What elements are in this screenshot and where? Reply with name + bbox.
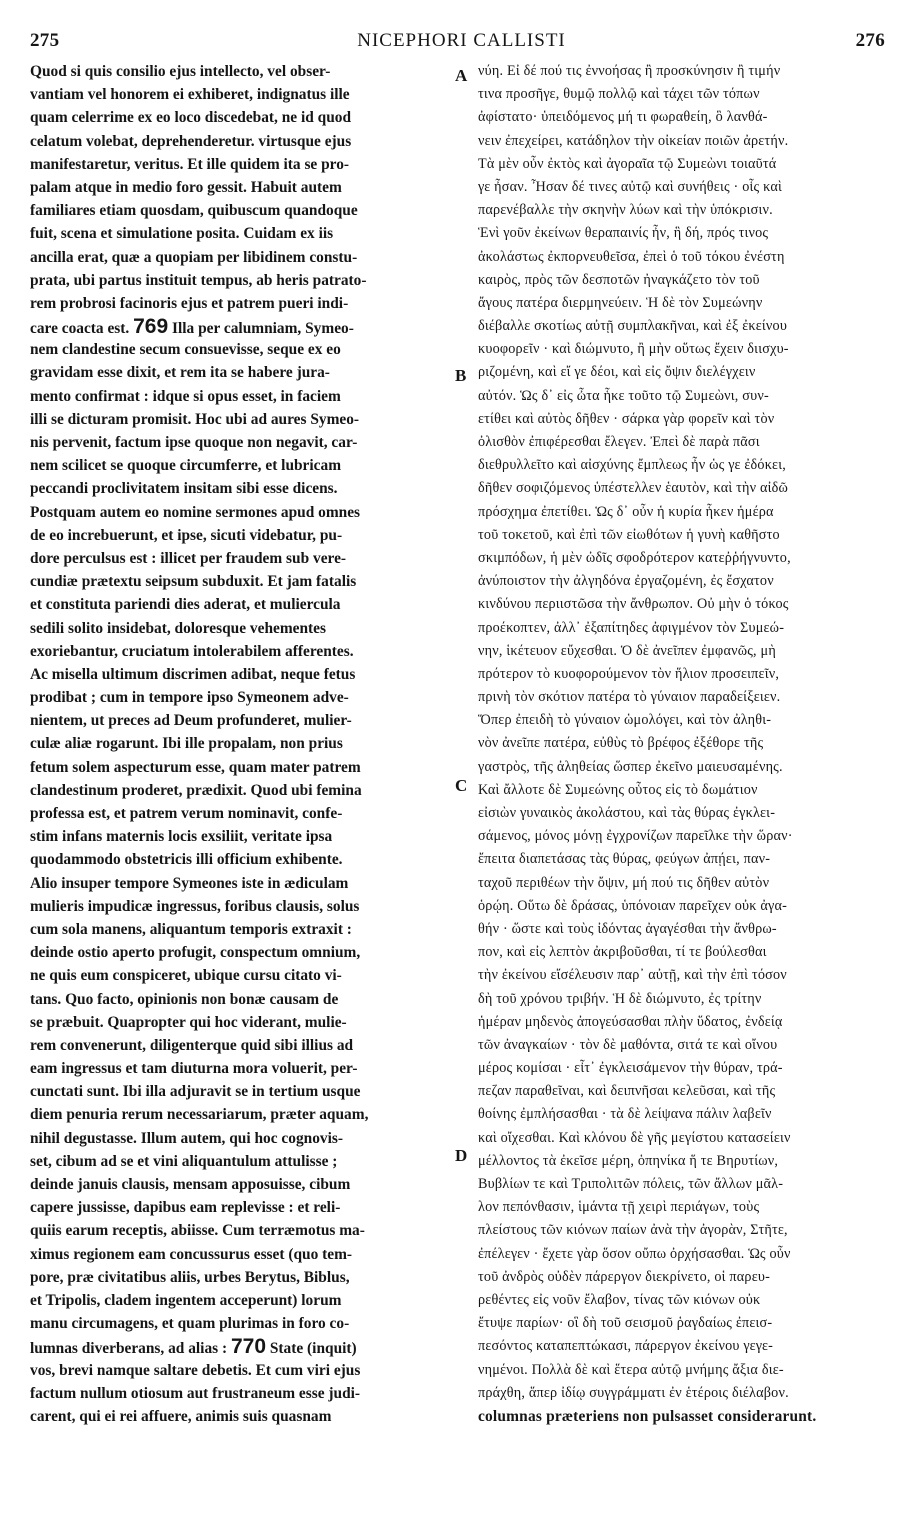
- latin-line: diem penuria rerum necessariarum, præter aquam,: [30, 1106, 369, 1124]
- greek-line: ἔτυψε παρίων· οἳ δὴ τοῦ σεισμοῦ ῥαγδαίως ἐπεισ-: [478, 1315, 773, 1332]
- greek-line: γαστρὸς, τῆς ἀληθείας ὥσπερ ἐκεῖνο μαιευσαμένης.: [478, 758, 783, 775]
- greek-line: μέλλοντος τὰ ἐκεῖσε μέρη, ὁπηνίκα ἥ τε Βηρυτίων,: [478, 1152, 779, 1169]
- greek-line: παρενέβαλλε τὴν σκηνὴν λύων καὶ τὴν ὑπόκρισιν.: [478, 202, 773, 219]
- greek-line: ἀκολάστως ἐκπορνευθεῖσα, ἐπεὶ ὁ τοῦ τόκου ἐνέστη: [478, 248, 785, 265]
- latin-line-text: lumnas diverberans, ad alias :: [30, 1340, 231, 1358]
- latin-line: Postquam autem eo nomine sermones apud omnes: [30, 503, 361, 521]
- latin-line: et constituta pariendi dies aderat, et muliercula: [30, 596, 341, 614]
- greek-line: πον, καὶ εἰς λεπτὸν ἀκριβοῦσθαι, τί τε βούλεσθαι: [478, 944, 767, 961]
- latin-line: professa est, et patrem verum nominavit, confe-: [30, 805, 343, 822]
- latin-line: ne quis eum conspiceret, ubique cursu citato vi-: [30, 967, 342, 985]
- greek-line: τὴν ἐκείνου εἴσέλευσιν παρ᾽ αὐτῇ, καὶ τὴν ἐπὶ τόσον: [478, 967, 787, 984]
- latin-line-text: State (inquit): [266, 1340, 357, 1358]
- section-marker-d: D: [455, 1146, 468, 1165]
- latin-line: deinde januis clausis, mensam apposuisse, cibum: [30, 1176, 351, 1193]
- latin-line: set, cibum ad se et vini aliquantulum attulisse ;: [30, 1152, 338, 1170]
- greek-line: πρότερον τὸ κυοφορούμενον τὸν ἥλιον προσειπεῖν,: [478, 665, 780, 682]
- greek-line: σκιμπόδων, ἡ μὲν ὠδῖς σφοδρότερον κατεῤῥήγνυντο,: [478, 549, 791, 566]
- latin-line: exoriebantur, cruciatum intolerabilem afferentes.: [30, 642, 354, 660]
- latin-line: fetum solem aspecturum esse, quam mater patrem: [30, 758, 361, 776]
- greek-line: καιρὸς, πρὸς τῶν δεσποτῶν ἠναγκάζετο τὸν τοῦ: [478, 271, 760, 288]
- latin-line: eam ingressus et tam diuturna mora voluerit, per-: [30, 1060, 358, 1078]
- greek-line: ὁρῴη. Οὕτω δὲ δράσας, ὑπόνοιαν παρεῖχεν οὐκ ἀγα-: [478, 897, 788, 914]
- latin-line: cum sola manens, aliquantum temporis extraxit :: [30, 920, 352, 938]
- greek-line: αὐτόν. Ὡς δ᾽ εἰς ὦτα ἧκε τοῦτο τῷ Συμεὼνι, συν-: [478, 387, 769, 404]
- greek-line: πλείστους τῶν κιόνων παίων ἀνὰ τὴν ἀγορὰν, Στῆτε,: [478, 1222, 788, 1239]
- latin-line: se præbuit. Quapropter qui hoc viderant, mulie-: [30, 1013, 347, 1031]
- latin-line-text: Illa per calumniam, Symeo-: [168, 320, 354, 338]
- latin-line: prodibat ; cum in tempore ipso Symeonem adve-: [30, 689, 349, 707]
- latin-line: nem clandestine secum consuevisse, seque ex eo: [30, 341, 341, 359]
- latin-line: [30, 315, 454, 338]
- greek-line: νην, ἱκέτευον εὔχεσθαι. Ὁ δὲ ἀνεῖπεν ἐμφανῶς, μὴ: [478, 642, 776, 659]
- latin-line: fuit, scena et simulatione posita. Cuidam ex iis: [30, 225, 334, 243]
- latin-line: vos, brevi namque saltare debetis. Et cum viri ejus: [30, 1361, 361, 1379]
- latin-line: palam atque in medio foro gessit. Habuit autem: [30, 178, 342, 196]
- greek-line: νὸν ἀνεῖπε πατέρα, εὐθὺς τὸ βρέφος ἐξέθορε τῆς: [478, 735, 764, 752]
- section-marker-b: B: [455, 366, 467, 385]
- greek-line: ἐπέλεγεν · ἔχετε γὰρ ὅσον οὔπω ὀρχήσασθαι. Ὡς οὖν: [478, 1245, 791, 1262]
- latin-line: Alio insuper tempore Symeones iste in ædiculam: [30, 874, 349, 892]
- running-title: NICEPHORI CALLISTI: [357, 30, 566, 51]
- latin-line: familiares etiam quosdam, quibuscum quandoque: [30, 202, 358, 220]
- greek-line: Ἑνὶ γοῦν ἐκείνων θεραπαινίς ἦν, ἣ δή, πρός τινος: [478, 225, 769, 242]
- page-number-left: 275: [30, 30, 60, 51]
- latin-line: gravidam esse dixit, et rem ita se habere jura-: [30, 364, 330, 382]
- column-number-770: 770: [230, 1335, 267, 1359]
- greek-line: Ὅπερ ἐπειδὴ τὸ γύναιον ὡμολόγει, καὶ τὸν ἀληθι-: [478, 712, 772, 729]
- latin-line: nem scilicet se quoque circumferre, et lubricam: [30, 457, 342, 475]
- greek-line: θοίνης ἐμπλήσασθαι · τὰ δὲ λείψανα πάλιν λαβεῖν: [478, 1106, 772, 1123]
- latin-line: clandestinum proderet, prædixit. Quod ubi femina: [30, 781, 362, 799]
- greek-line: σάμενος, μόνος μόνῃ ἐγχρονίζων παρεῖλκε τὴν ὥραν·: [478, 828, 793, 845]
- greek-line: πεζαν παραθεῖναι, καὶ δειπνῆσαι κελεῦσαι, καὶ τῆς: [478, 1083, 776, 1100]
- latin-line: manifestaretur, veritus. Et ille quidem ita se pro-: [30, 155, 350, 173]
- greek-line: νύη. Εἰ δέ πού τις ἐννοήσας ἢ προσκύνησιν ἢ τιμήν: [478, 63, 781, 79]
- latin-line: capere jussisse, dapibus eam replevisse : et reli-: [30, 1199, 341, 1217]
- greek-line: θήν · ὥστε καὶ τοὺς ἰδόντας ἀγαγέσθαι τὴν ἄνθρω-: [478, 920, 777, 937]
- greek-line: Βυβλίων τε καὶ Τριπολιτῶν πόλεις, τῶν ἄλλων μᾶλ-: [478, 1176, 784, 1192]
- latin-line: tans. Quo facto, opinionis non bonæ causam de: [30, 990, 339, 1008]
- latin-line: peccandi proclivitatem insitam sibi esse dicens.: [30, 480, 338, 498]
- greek-line: ἄγους πατέρα διερμηνεύειν. Ἡ δὲ τὸν Συμεώνην: [478, 294, 763, 311]
- greek-line: δῆθεν σοφιζόμενος ὑπέστελλεν ἑαυτὸν, καὶ τὴν αἰδῶ: [478, 480, 789, 497]
- greek-line: τινα προσῆγε, θυμῷ πολλῷ καὶ τάχει τῶν τόπων: [478, 86, 760, 103]
- column-number-769: 769: [133, 315, 169, 339]
- latin-line: manu circumagens, et quam plurimas in foro co-: [30, 1315, 350, 1333]
- greek-line: τῶν ἀναγκαίων · τὸν δὲ μαθόντα, σιτά τε καὶ οἴνου: [478, 1036, 778, 1053]
- latin-line: sedili solito insidebat, doloresque vehementes: [30, 619, 326, 637]
- latin-line: culæ aliæ rogarunt. Ibi ille propalam, non prius: [30, 735, 343, 753]
- greek-line: ἀφίστατο· ὑπειδόμενος μή τι φωραθείη, ὃ λανθά-: [478, 109, 768, 126]
- greek-line: ἔπειτα διαπετάσας τὰς θύρας, φεύγων ἀπῄει, παν-: [478, 851, 771, 868]
- greek-line: διέβαλλε σκοτίως αὐτῇ συμπλακῆναι, καὶ ἐξ ἐκείνου: [478, 318, 788, 335]
- greek-column-latin-tail: columnas præteriens non pulsasset considerarunt.: [478, 1407, 817, 1425]
- greek-line: τοῦ ἀνδρὸς οὐδὲν πάρεργον διεκρίνετο, οἱ παρευ-: [478, 1268, 771, 1285]
- latin-line: illi se dicturam promisit. Hoc ubi ad aures Symeo-: [30, 410, 360, 428]
- latin-line: ximus regionem eam concussurus esset (quo tem-: [30, 1245, 353, 1263]
- greek-line: γε ἦσαν. Ἦσαν δέ τινες αὐτῷ καὶ συνήθεις · οἷς καὶ: [478, 178, 782, 195]
- latin-line: nis pervenit, factum ipse quoque non negavit, car-: [30, 434, 358, 451]
- greek-column: [478, 60, 890, 1428]
- greek-line: νειν ἐπεχείρει, κατάδηλον τὴν οἰκείαν ποιῶν ἀρετήν.: [478, 132, 789, 149]
- greek-line: κυοφορεῖν · καὶ διώμνυτο, ἢ μὴν οὕτως ἔχειν διισχυ-: [478, 341, 789, 358]
- latin-line: vantiam vel honorem ei exhiberet, indignatus ille: [30, 86, 350, 104]
- latin-line: prata, ubi partus instituit tempus, ab heris patrato-: [30, 271, 367, 289]
- latin-line: dore perculsus est : illicet per fraudem sub vere-: [30, 549, 347, 567]
- greek-line: ταχοῦ περιθέων τὴν ὄψιν, μή πού τις δῆθεν αὐτὸν: [478, 874, 770, 891]
- greek-line: τοῦ τοκετοῦ, καὶ ἐπὶ τῶν εἰωθότων ἡ γυνὴ καθῆστο: [478, 526, 780, 543]
- latin-line: rem convenerunt, diligenterque quid sibi illius ad: [30, 1036, 354, 1054]
- latin-line-text: care coacta est.: [30, 320, 134, 338]
- latin-lines-end: [30, 1359, 454, 1429]
- latin-line: nientem, ut preces ad Deum profunderet, mulier-: [30, 712, 352, 730]
- greek-line: εἰσιὼν γυναικὸς ἀκολάστου, καὶ τὰς θύρας ἐγκλει-: [478, 805, 776, 821]
- greek-line: Καὶ ἄλλοτε δὲ Συμεώνης οὗτος εἰς τὸ δωμάτιον: [478, 781, 758, 798]
- greek-line: μέρος κομίσαι · εἶτ᾽ ἐγκλεισάμενον τὴν θύραν, τρά-: [478, 1060, 783, 1077]
- latin-line: nihil degustasse. Illum autem, qui hoc cognovis-: [30, 1129, 343, 1147]
- greek-line: Τὰ μὲν οὖν ἐκτὸς καὶ ἀγοραῖα τῷ Συμεὼνι τοιαῦτά: [478, 155, 777, 172]
- latin-line: pore, præ civitatibus aliis, urbes Berytus, Biblus,: [30, 1268, 350, 1286]
- greek-line: κινδύνου περιιστῶσα τὴν ἄνθρωπον. Οὐ μὴν ὁ τόκος: [478, 596, 789, 613]
- latin-line: de eo increbuerunt, et ipse, sicuti videbatur, pu-: [30, 526, 343, 544]
- greek-line: πράχθη, ἅπερ ἰδίῳ συγγράμματι ἐν ἑτέροις διέλαβον.: [478, 1384, 789, 1401]
- greek-line: πρόσχημα ἐπετίθει. Ὡς δ᾽ οὖν ἡ κυρία ἧκεν ἡμέρα: [478, 503, 774, 520]
- latin-column: [30, 60, 454, 1428]
- latin-line: mento confirmat : idque si opus esset, in faciem: [30, 387, 341, 405]
- latin-line: rem probrosi facinoris ejus et patrem pueri indi-: [30, 294, 349, 312]
- latin-line: [30, 1335, 454, 1358]
- greek-line: πρινὴ τὸν σκότιον πατέρα τὸ γύναιον παραδείξειεν.: [478, 689, 781, 706]
- greek-line: νημένοι. Πολλὰ δὲ καὶ ἕτερα αὐτῷ μνήμης ἄξια διε-: [478, 1361, 784, 1378]
- greek-line: ἀνύποιστον τὴν ἀλγηδόνα ἐργαζομένη, ἐς ἔσχατον: [478, 573, 774, 590]
- greek-line: ετίθει καὶ αὐτὸς δῆθεν · σάρκα γὰρ φορεῖν καὶ τὸν: [478, 410, 775, 427]
- latin-line: stim infans maternis locis exsiliit, veritate ipsa: [30, 828, 333, 846]
- latin-line: et Tripolis, cladem ingentem acceperunt) lorum: [30, 1291, 342, 1309]
- greek-line: ὀλισθὸν ἐπιφέρεσθαι ἔλεγεν. Ἐπεὶ δὲ παρὰ πᾶσι: [478, 434, 760, 450]
- latin-line: mulieris impudicæ ingressus, foribus clausis, solus: [30, 897, 360, 915]
- latin-line: Ac misella ultimum discrimen adibat, neque fetus: [30, 665, 356, 683]
- latin-line: factum nullum otiosum aut frustraneum esse judi-: [30, 1384, 361, 1402]
- greek-line: πεσόντος καταπεπτώκασι, πάρεργον ἐκείνου γεγε-: [478, 1338, 774, 1355]
- latin-line: cundiæ prætextu seipsum subduxit. Et jam fatalis: [30, 573, 357, 591]
- greek-line: προέκοπτεν, ἀλλ᾽ ἐξαπίτηδες ἀφιγμένον τὸν Συμεώ-: [478, 619, 785, 636]
- latin-line: quodammodo obstetricis illi officium exhibente.: [30, 851, 343, 869]
- greek-line: δὴ τοῦ χρόνου τριβήν. Ἡ δὲ διώμνυτο, ἐς τρίτην: [478, 990, 762, 1007]
- latin-line: quiis earum receptis, abiisse. Cum terræmotus ma-: [30, 1222, 365, 1240]
- page-number-right: 276: [855, 30, 885, 51]
- latin-line: ancilla erat, quæ a quopiam per libidinem constu-: [30, 248, 358, 266]
- latin-line: deinde ostio aperto profugit, conspectum omnium,: [30, 944, 361, 962]
- latin-line: celatum volebat, deprehenderetur. virtusque ejus: [30, 132, 352, 150]
- latin-line: carent, qui ei rei affuere, animis suis quasnam: [30, 1407, 332, 1425]
- latin-lines-mid: [30, 338, 454, 1335]
- section-marker-c: C: [455, 776, 468, 795]
- greek-line: ρεθέντες εἰς νοῦν ἔλαβον, τίνας τῶν κιόνων οὐκ: [478, 1291, 761, 1308]
- latin-line: Quod si quis consilio ejus intellecto, vel obser-: [30, 63, 331, 80]
- section-marker-a: A: [455, 66, 468, 85]
- greek-line: καὶ οἴχεσθαι. Καὶ κλόνου δὲ γῆς μεγίστου κατασείειν: [478, 1129, 791, 1146]
- greek-line: λον πεπόνθασιν, ἱμάντα τῇ χειρὶ περιάγων, τοὺς: [478, 1199, 760, 1216]
- latin-line: quam celerrime ex eo loco discedebat, ne id quod: [30, 109, 352, 127]
- greek-line: διεθρυλλεῖτο καὶ αἰσχύνης ἔμπλεως ἦν ὡς γε ἐδόκει,: [478, 457, 786, 474]
- latin-lines-top: [30, 60, 454, 315]
- greek-lines: [478, 60, 890, 1405]
- greek-line: ἡμέραν μηδενὸς ἀπογεύσασθαι πλὴν ὕδατος, ἐνδείᾳ: [478, 1013, 783, 1030]
- latin-line: cunctati sunt. Ibi illa adjuravit se in tertium usque: [30, 1083, 361, 1101]
- greek-line: ριζομένη, καὶ εἴ γε δέοι, καὶ εἰς ὄψιν διελέγχειν: [478, 364, 756, 381]
